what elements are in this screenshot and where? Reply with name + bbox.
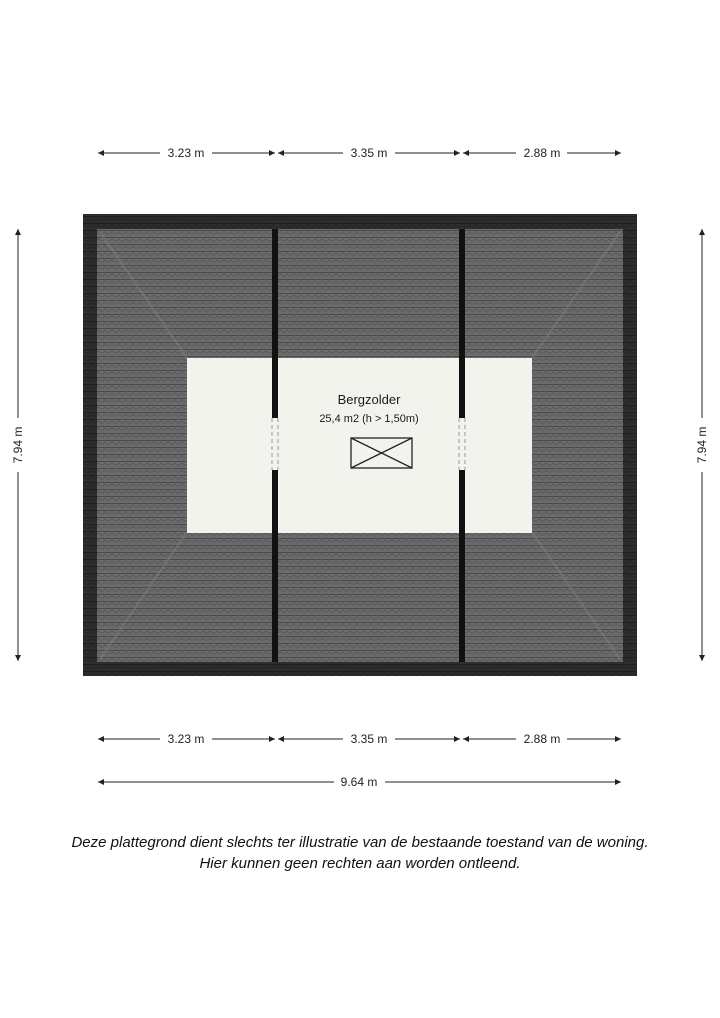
disclaimer-line-2: Hier kunnen geen rechten aan worden ontleend.: [199, 855, 521, 872]
top-dim-2: 3.35 m: [350, 146, 388, 160]
top-dim-1: 3.23 m: [167, 146, 205, 160]
bottom-dim-3: 2.88 m: [523, 732, 561, 746]
bottom-dim-2: 3.35 m: [350, 732, 388, 746]
right-height-label: 7.94 m: [695, 426, 709, 464]
disclaimer: [0, 832, 720, 874]
room-name: Bergzolder: [337, 392, 401, 407]
left-height-label: 7.94 m: [11, 426, 25, 464]
total-width-label: 9.64 m: [340, 775, 378, 789]
room-area: 25,4 m2 (h > 1,50m): [319, 413, 419, 425]
disclaimer-line-1: Deze plattegrond dient slechts ter illustratie van de bestaande toestand van de woning.: [71, 834, 649, 851]
top-dim-3: 2.88 m: [523, 146, 561, 160]
bottom-dim-1: 3.23 m: [167, 732, 205, 746]
attic-floor: [187, 358, 532, 533]
